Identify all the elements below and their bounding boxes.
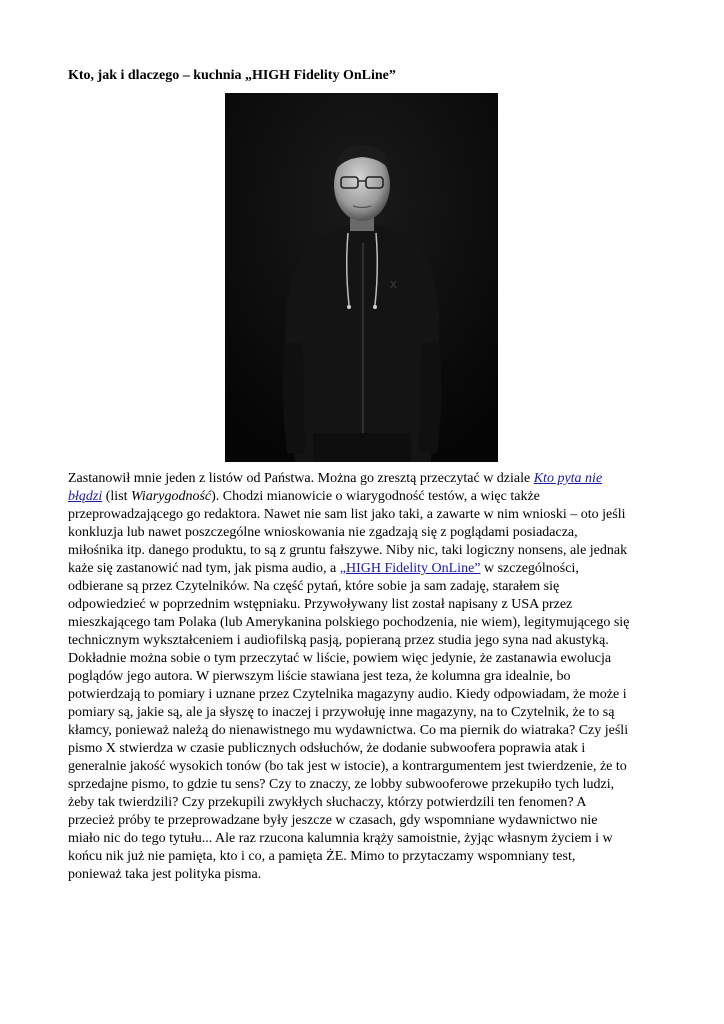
body-text-span: miało nic do tego tytułu... Ale raz rzucona kalumnia krąży samoistnie, żyjąc własnym życiem i w: [68, 831, 613, 846]
body-line: [68, 488, 668, 506]
body-text-span: pomiary są, jakie są, ale ja słyszę to inaczej i przywołuję inne magazyny, na to Czytelnik, że to są: [68, 705, 615, 720]
body-line: [68, 578, 668, 596]
body-line: [68, 704, 668, 722]
svg-text:X: X: [390, 280, 397, 291]
body-line: [68, 632, 668, 650]
body-text-span: potwierdzają to pomiary i uznane przez Czytelnika magazyny audio. Kiedy odpowiadam, że może i: [68, 687, 627, 702]
body-text-span: generalnie jakość wysokich tonów (bo tak jest w istocie), a kontrargumentem jest twierdzenie, że to: [68, 759, 627, 774]
body-line: [68, 812, 668, 830]
author-photo: [225, 93, 498, 462]
body-text-span: odpowiedzieć w poprzednim wstępniaku. Przywoływany list został napisany z USA przez: [68, 597, 573, 612]
portrait-image: [225, 93, 498, 462]
body-line: [68, 614, 668, 632]
body-text-span: ponieważ taka jest polityka pisma.: [68, 867, 262, 882]
page-title: Kto, jak i dlaczego – kuchnia „HIGH Fidelity OnLine”: [68, 68, 396, 83]
body-text-span: przecież próby te przeprowadzane były jeszcze w czasach, gdy wspomniane wydawnictwo nie: [68, 813, 598, 828]
body-line: [68, 560, 668, 578]
article-body: [68, 470, 668, 884]
body-text-span: kłamcy, ponieważ należą do nienawistnego mu wydawnictwa. Co ma piernik do wiatraka? Czy jeśli: [68, 723, 629, 738]
body-text-span: końcu nik już nie pamięta, kto i co, a pamięta ŻE. Mimo to przytaczamy wspomniany test,: [68, 849, 576, 864]
body-line: [68, 506, 668, 524]
body-line: [68, 830, 668, 848]
article-link[interactable]: błądzi: [68, 489, 103, 504]
body-line: [68, 776, 668, 794]
body-line: [68, 848, 668, 866]
body-line: [68, 794, 668, 812]
body-line: [68, 866, 668, 884]
body-text-span: technicznym wykształceniem i audiofilską pasją, popieraną przez studia jego syna nad akustyką.: [68, 633, 609, 648]
body-text-span: mieszkającego tam Polaka (lub Amerykanina polskiego pochodzenia, nie wiem), legitymującego się: [68, 615, 630, 630]
body-line: [68, 686, 668, 704]
body-text-span: odbierane są przez Czytelników. Na część pytań, które sobie ja sam zadaję, starałem się: [68, 579, 560, 594]
body-line: [68, 542, 668, 560]
body-line: [68, 524, 668, 542]
body-text-span: Wiarygodność: [131, 489, 212, 504]
article-link[interactable]: Kto pyta nie: [533, 471, 603, 486]
body-text-span: ). Chodzi mianowicie o wiarygodność testów, a więc także: [211, 489, 540, 504]
body-line: [68, 596, 668, 614]
article-link[interactable]: „HIGH Fidelity OnLine”: [339, 561, 481, 576]
body-text-span: żeby tak twierdzili? Czy przekupili zwykłych słuchaczy, którzy potwierdzili ten fenomen? A: [68, 795, 587, 810]
body-line: [68, 650, 668, 668]
body-text-span: w szczególności,: [480, 561, 579, 576]
body-text-span: Dokładnie można sobie o tym przeczytać w liście, powiem więc jedynie, że zastanawia ewolucja: [68, 651, 612, 666]
body-text-span: (list: [102, 489, 132, 504]
body-text-span: Zastanowił mnie jeden z listów od Państwa. Można go zresztą przeczytać w dziale: [68, 471, 534, 486]
body-text-span: przeprowadzającego go redaktora. Nawet nie sam list jako taki, a zawarte w nim wnioski – oto jeśli: [68, 507, 626, 522]
body-text-span: sprzedajne pismo, to gdzie tu sens? Czy to znaczy, ze lobby subwooferowe przekupiło tych ludzi,: [68, 777, 615, 792]
body-line: [68, 758, 668, 776]
body-text-span: poglądów jego autora. W pierwszym liście stawiana jest teza, że kolumna gra idealnie, bo: [68, 669, 571, 684]
body-line: [68, 740, 668, 758]
body-text-span: pismo X stwierdza w czasie publicznych odsłuchów, że dodanie subwoofera poprawia atak i: [68, 741, 586, 756]
body-text-span: miłośnika itp. danego produktu, to są z gruntu fałszywe. Niby nic, taki logiczny nonsens, ale jednak: [68, 543, 628, 558]
body-line: [68, 470, 668, 488]
body-text-span: każe się zastanowić nad tym, jak pisma audio, a: [68, 561, 340, 576]
body-line: [68, 722, 668, 740]
body-text-span: konkluzja lub nawet poszczególne wnioskowania nie zgadzają się z poglądami posiadacza,: [68, 525, 578, 540]
body-line: [68, 668, 668, 686]
